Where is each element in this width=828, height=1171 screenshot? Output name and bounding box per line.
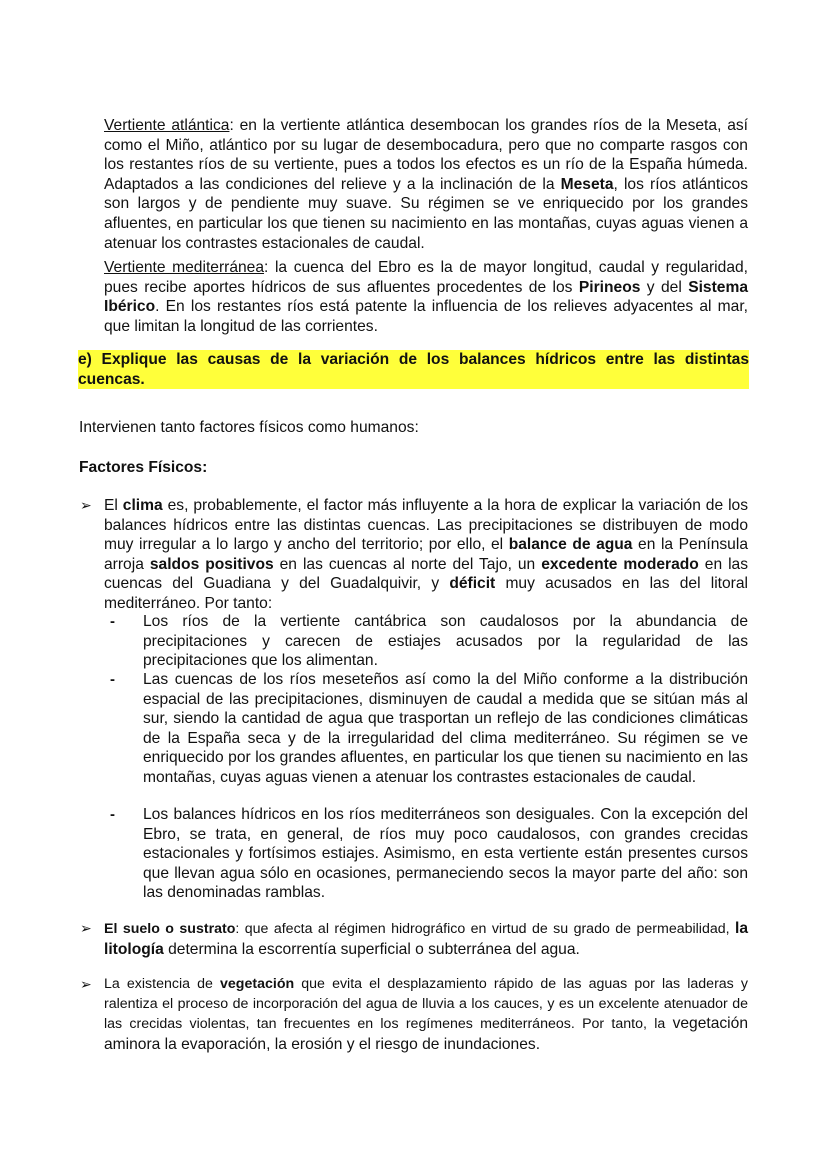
text: : en la vertiente atlántica desembocan los grandes ríos de la Meseta, así como el Miño, atlántico por su lugar de desembocadura, pero que no comparte rasgos con los restantes ríos de su vertiente, pues a todos los efectos es un río de la España húmeda. Adaptados a las condiciones del relieve y a la inclinación de la (104, 117, 748, 193)
intro-text: Intervienen tanto factores físicos como humanos: (79, 419, 419, 436)
bold-term: Meseta (560, 175, 614, 193)
paragraph-vertiente-atlantica (104, 116, 748, 253)
bold-term: saldos positivos (149, 555, 274, 573)
paragraph-suelo (104, 919, 748, 960)
bold-term: la litología (104, 920, 748, 958)
list-item: Las cuencas de los ríos meseteños así como la del Miño conforme a la distribución espacial de las precipitaciones, disminuyen de caudal a medida que se sitúan más al sur, siendo la cantidad de agua que trasportan un reflejo de las condiciones climáticas de la España seca y de la irregularidad del clima mediterráneo. Su régimen se ve enriquecido por los grandes afluentes, en particular los que tienen su nacimiento en las montañas, cuyas aguas vienen a atenuar los contrastes estacionales de caudal. (143, 671, 748, 786)
paragraph-vegetacion (104, 975, 748, 1055)
bold-term: balance de agua (508, 536, 633, 554)
bold-term: Sistema Ibérico (104, 278, 748, 316)
bold-term: Pirineos (578, 278, 641, 296)
bold-term: vegetación (220, 976, 295, 992)
question-heading: e) Explique las causas de la variación de los balances hídricos entre las distintas cuencas. (78, 351, 749, 388)
dash-marker: - (110, 671, 115, 688)
text: La existencia de (104, 976, 221, 992)
text: en las cuencas del Guadiana y del Guadalquivir, y (104, 555, 749, 593)
text: : que afecta al régimen hidrográfico en virtud de su grado de permeabilidad, (235, 921, 735, 937)
bold-term: El suelo o sustrato (104, 921, 236, 937)
text: determina la escorrentía superficial o subterránea del agua. (163, 940, 580, 958)
text: . En los restantes ríos está patente la influencia de los relieves adyacentes al mar, que limitan la longitud de las corrientes. (104, 298, 748, 335)
bullet-arrow-icon: ➢ (80, 976, 92, 992)
bold-term: clima (122, 497, 163, 514)
text: , los ríos atlánticos son largos y de pendiente muy suave. Su régimen se ve enriquecido por los grandes afluentes, en particular los que tienen su nacimiento en las montañas, cuyas aguas vienen a atenuar los contrastes estacionales de caudal. (104, 175, 748, 252)
text: en las cuencas al norte del Tajo, un (273, 555, 542, 573)
list-item: Los balances hídricos en los ríos mediterráneos son desiguales. Con la excepción del Ebro, se trata, en general, de ríos muy poco caudalosos, con grandes crecidas estacionales y fortísimos estiajes. Asimismo, en esta vertiente están presentes cursos que llevan agua sólo en ocasiones, permaneciendo secos la mayor parte del año: son las denominadas ramblas. (143, 806, 748, 902)
dash-marker: - (110, 613, 115, 630)
text: muy acusados en las del litoral mediterráneo. Por tanto: (104, 575, 748, 612)
list-item: Los ríos de la vertiente cantábrica son caudalosos por la abundancia de precipitaciones y carecen de estiajes acusados por la regularidad de las precipitaciones que los alimentan. (143, 613, 748, 670)
text: El (104, 497, 123, 514)
paragraph-vertiente-mediterranea (104, 258, 748, 336)
paragraph-clima (104, 496, 748, 614)
text: en la Península arroja (104, 536, 748, 573)
text: y del (640, 278, 689, 296)
term-vertiente-mediterranea: Vertiente mediterránea (104, 259, 265, 276)
text: es, probablemente, el factor más influyente a la hora de explicar la variación de los balances hídricos entre las distintas cuencas. Las precipitaciones se distribuyen de modo muy irregular a lo largo y ancho del territorio; por ello, el (104, 497, 748, 554)
term-vertiente-atlantica: Vertiente atlántica (104, 117, 230, 134)
bullet-arrow-icon: ➢ (80, 497, 92, 513)
dash-marker: - (110, 806, 115, 823)
bold-term: déficit (449, 575, 496, 593)
text: : la cuenca del Ebro es la de mayor longitud, caudal y regularidad, pues recibe aportes hídricos de sus afluentes procedentes de los (104, 259, 749, 296)
bullet-arrow-icon: ➢ (80, 920, 92, 936)
text: vegetación aminora la evaporación, la erosión y el riesgo de inundaciones. (104, 1015, 748, 1053)
factores-fisicos-heading: Factores Físicos: (79, 459, 208, 476)
text: que evita el desplazamiento rápido de las aguas por las laderas y ralentiza el proceso de incorporación del agua de lluvia a los cauces, y es un excelente atenuador de las crecidas violentas, tan frecuentes en los regímenes mediterráneos. Por tanto, la (104, 976, 748, 1033)
bold-term: excedente moderado (541, 555, 699, 573)
